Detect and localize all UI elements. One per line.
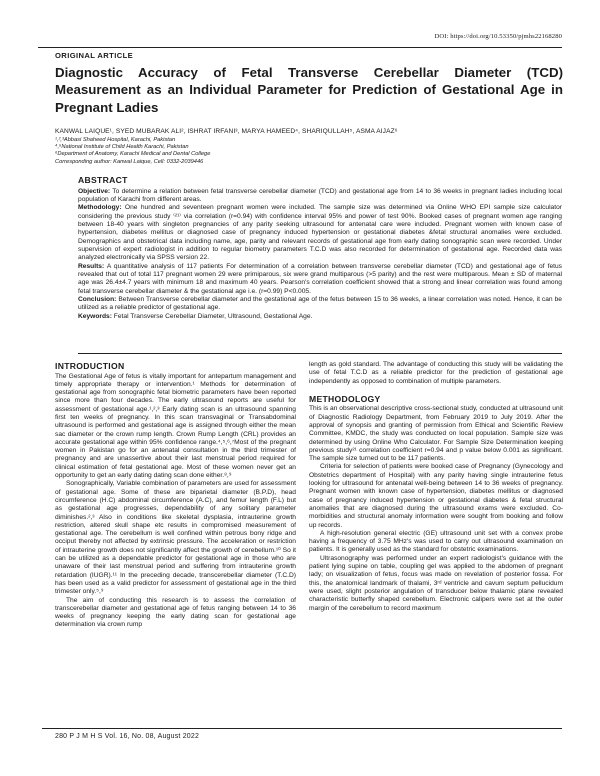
methodology-heading: METHODOLOGY [309,393,381,404]
affiliations-block [55,137,563,166]
paper-title: Diagnostic Accuracy of Fetal Transverse Cerebellar Diameter (TCD) Measurement as an Individual Parameter for Prediction of Gestational Age in Pregnant Ladies [55,65,563,115]
affiliation-line: ⁴,⁵National Institute of Child Health Karachi, Pakistan [55,144,189,151]
introduction-continuation-paragraph: length as gold standard. The advantage of conducting this study will be validating the use of fetal T.C.D as a reliable predictor for the prediction of gestational age independently as opposed to combination of multiple parameters. [309,361,563,385]
methodology-paragraph: This is an observational descriptive cross-sectional study, conducted at ultrasound unit of Diagnostic Radiology Department, from February 2019 to July 2019. After the approval of synopsis and granting of permission from Ethical and Scientific Review Committee, KMDC, the study was conducted on local population. Sample size was determined by using Online Who Calculator. For Sample Size Determination keeping previous study²¹ correlation coefficient r=0.94 and p value below 0.001 as significant. The sample size turned out to be 117 patients. [309,405,563,463]
abstract-results [78,263,562,296]
abstract-objective [78,188,562,205]
affiliation-line: ⁶Department of Anatomy, Karachi Medical and Dental College [55,151,211,158]
abstract-objective-label: Objective: [78,187,111,195]
abstract-conclusion-label: Conclusion: [78,295,117,303]
introduction-paragraph: The aim of conducting this research is to assess the correlation of transcerebellar diameter and gestational age of fetus ranging between 14 to 36 weeks of pregnancy keeping the early dating scan for gestational age determination via crown rump [55,596,296,629]
abstract-objective-text: To determine a relation between fetal transverse cerebellar diameter (TCD) and gestational age from 14 to 36 weeks in pregnant ladies including local population of Karachi from different areas. [78,187,562,203]
abstract-heading: ABSTRACT [78,175,128,185]
abstract-results-text: A quantitative analysis of 117 patients For determination of a correlation between transverse cerebellar diameter (TCD) and gestational age of fetus revealed that out of total 117 pregnant women 29 were primiparous, six were grand multiparous (>5 parity) and the rest were multiparous. Mean ± SD of maternal age was 26.4±4.7 years with minimum 18 and maximum 40 years. Pearson's correlation coefficient showed that a strong and linear correlation was found among fetal transverse cerebellar diameter & the gestational age i.e. (r=0.99) P<0.005. [78,262,562,295]
methodology-paragraph: Ultrasonography was performed under an expert radiologist's guidance with the patient lying supine on table, coupling gel was applied to the abdomen of pregnant lady; on visualization of fetus, focus was made on revelation of posterior fossa. For this, the anatomical landmark of thalami, 3ʳᵈ ventricle and cavum septum pellucidum were used, slight posterior angulation of transducer below thalamic plane revealed characteristic butterfly shaped cerebellum. Electronic calipers were set at the outer margin of the cerebellum to record maximum [309,554,563,612]
authors-line: KANWAL LAIQUE¹, SYED MUBARAK ALI², ISHRAT IRFANI³, MARYA HAMEED⁴, SHARIQULLAH⁵, ASMA AIJAZ⁶ [55,128,398,135]
introduction-paragraph: Sonographically, Variable combination of parameters are used for assessment of gestational age. Some of these are biparietal diameter (B.P.D), head circumference (H.C) abdominal circumference (A.C), and femur length (F.L) but as gestational age progresses, dependability of any solitary parameter diminishes.²,³ Also in conditions like skeletal dysplasia, intrauterine growth restriction, altered skull shape etc results in compromised measurement of gestational age. The cerebellum is well confined within petrous bony ridge and occiput thereby not affected by extrinsic pressure. The acceleration or restriction of intrauterine growth does not significantly affect the growth of cerebellum.¹⁰ So it can be utilized as a dependable predictor for gestational age in those who are unaware of their last menstrual period and suffering from intrauterine growth retardation (IUGR).¹¹ In the preceding decade, transcerebellar diameter (T.C.D) has been used as a valid predictor for assessment of gestational age in the third trimester only.⁵,⁹ [55,480,296,596]
corresponding-author-line: Corresponding author: Kanwal Laique, Cell: 0332-2039446 [55,158,204,165]
abstract-divider-rule [78,353,562,354]
affiliation-line: ¹,²,³Abbasi Shaheed Hospital, Karachi, Pakistan [55,137,176,143]
abstract-methodology-text: One hundred and seventeen pregnant women were included. The sample size was determined via Online WHO EPI sample size calculator considering the previous study ⁽²¹⁾ via correlation (r=0.94) with confidence interval 95% and power of test 90%. Booked cases of pregnant women age ranging between 18-40 years with singleton pregnancies of any parity seeking ultrasound for antenatal care were included. Pregnant women with known case of hypertension, diabetes mellitus or diagnosed case of pregnancy induced hypertension or gestational diabetes &fetal structural anomalies were excluded. Demographics and obstetrical data including name, age, parity and relevant records of gestational age from early dating sonographic scan were recorded. Under supervision of expert radiologist in addition to regular biometry parameters T.C.D was also recorded for determination of gestational age. Recorded data was analyzed electronically via SPSS version 22. [78,204,562,262]
abstract-methodology-label: Methodology: [78,204,122,212]
abstract-conclusion-text: Between Transverse cerebellar diameter and the gestational age of the fetus between 15 to 36 weeks, a linear correlation was noted. Hence, it can be utilized as a reliable predictor of gestational age. [78,295,562,312]
abstract-keywords-text: Fetal Transverse Cerebellar Diameter, Ultrasound, Gestational Age. [111,312,313,320]
page-footer-text: 280 P J M H S Vol. 16, No. 08, August 2022 [55,733,200,740]
abstract-conclusion [78,296,562,313]
introduction-paragraph: The Gestational Age of fetus is vitally important for antepartum management and timely appropriate therapy or intervention.¹ Methods for determination of gestational age from sonographic fetal biometric parameters have been reported since more than four decades. The early ultrasound reports are useful for assessment of gestational age.¹,²,³ Early dating scan is an ultrasound spanning first ten weeks of pregnancy. In this scan transvaginal or Transabdominal ultrasound is performed and gestational age is assigned through either the mean sac diameter or the crown rump length. Crown Rump Length (CRL) provides an accurate gestational age within 95% confidence range.⁴,⁵,⁶,⁷Most of the pregnant women in Pakistan go for an antenatal consultation in the third trimester of pregnancy and are unassertive about their last menstrual period required for clinical estimation of fetal gestational age. Most of these women never get an opportunity to get an early dating dating scan done either.⁸,⁹ [55,372,296,480]
abstract-section [78,175,562,321]
abstract-keywords-label: Keywords: [78,312,112,320]
abstract-keywords [78,313,562,321]
methodology-paragraph: A high-resolution general electric (GE) ultrasound unit set with a convex probe having a frequency of 3.75 MHz's was used to carry out ultrasound examination on patients. It is generally used as the standard for obstetric examinations. [309,529,563,554]
two-column-body [55,361,563,724]
right-column [309,361,563,724]
doi-link[interactable]: DOI: https://doi.org/10.53350/pjmhs22168280 [434,33,562,40]
abstract-methodology [78,204,562,262]
introduction-heading: INTRODUCTION [55,361,125,371]
methodology-paragraph: Criteria for selection of patients were booked case of Pregnancy (Gynecology and Obstetrics department of Hospital) with any parity having single intrauterine fetus looking for ultrasound for antenatal well-being between 14 to 36 weeks of pregnancy. Pregnant women with known case of hypertension, diabetes mellitus or diagnosed case of pregnancy induced hypertension or gestational diabetes & fetal structural anomalies that are diagnosed during the ultrasound exams were excluded. Co-morbidities and structural anomaly information were sought from booking and follow up records. [309,463,563,529]
left-column [55,361,296,724]
header-rule [38,47,562,48]
article-type-label: ORIGINAL ARTICLE [55,51,134,60]
footer-rule [42,728,562,729]
abstract-results-label: Results: [78,262,105,270]
